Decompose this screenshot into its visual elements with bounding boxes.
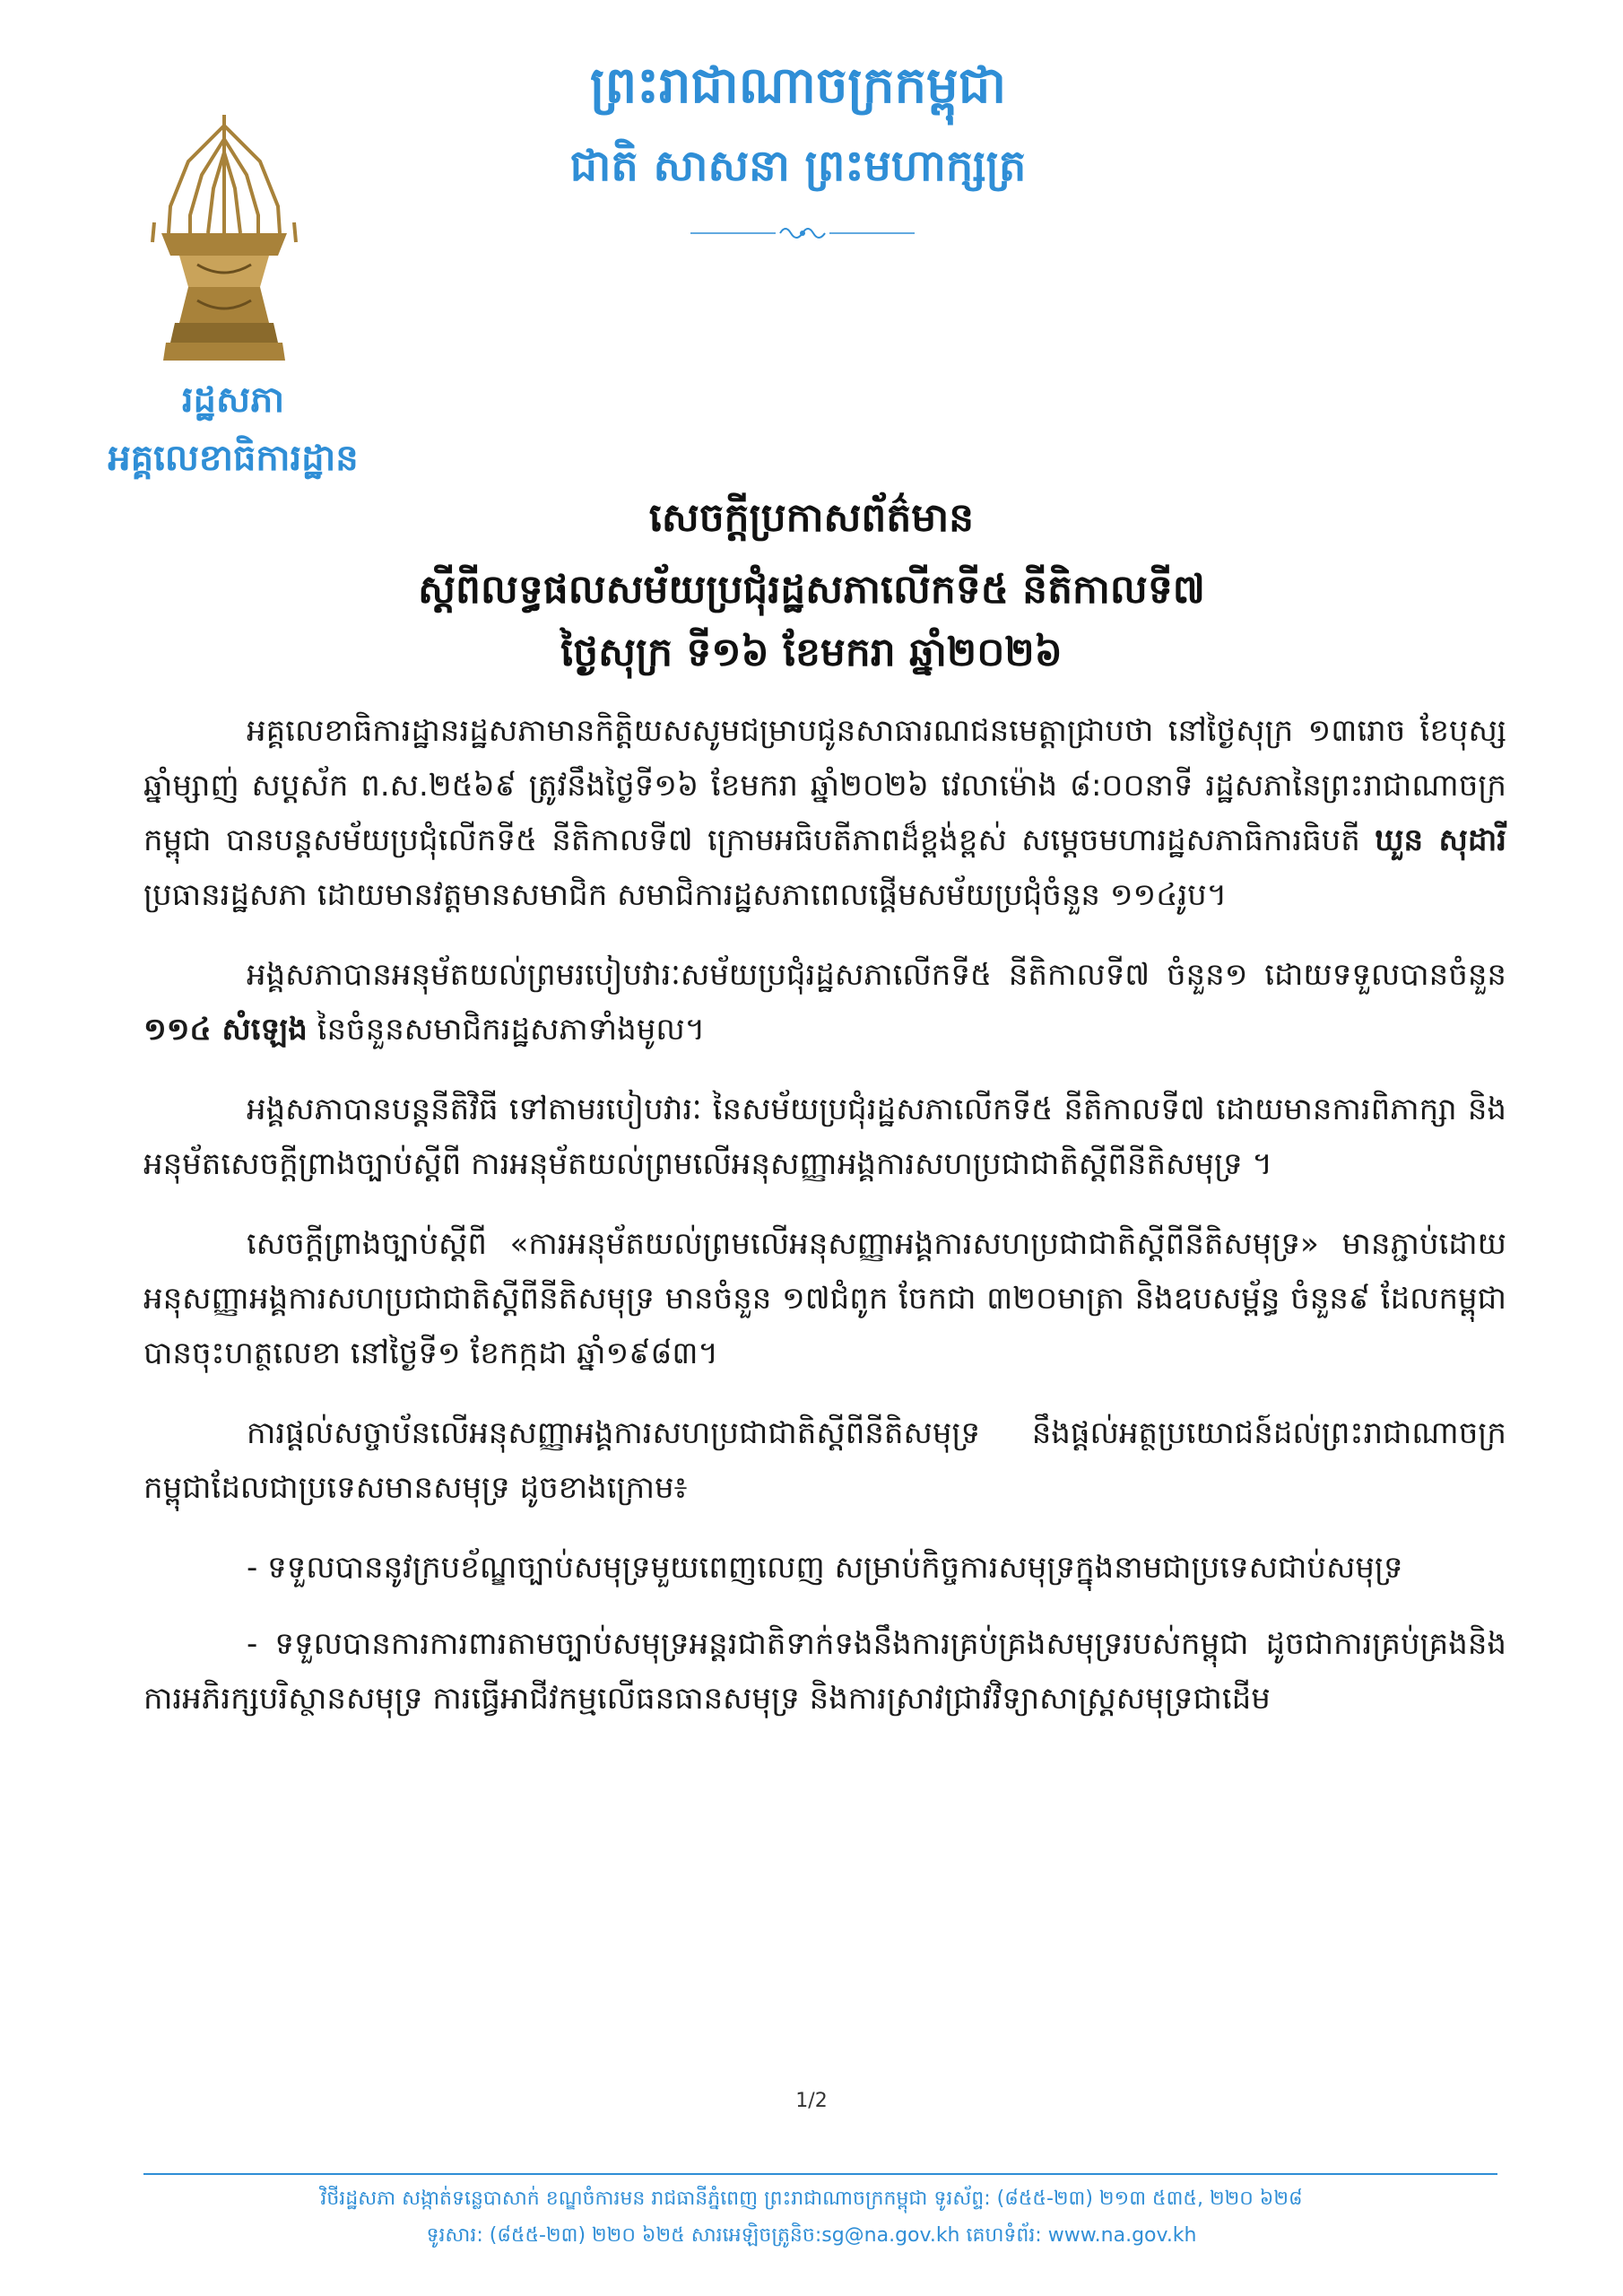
footer-address: វិថីរដ្ឋសភា សង្កាត់ទន្លេបាសាក់ ខណ្ឌចំការមន រាជធានីភ្នំពេញ ព្រះរាជាណាចក្រកម្ពុជា ទូរស័ព្ទ: (៨៥៥-២៣) ២១៣ ៥៣៥, ២២០ ៦២៨ bbox=[320, 2187, 1303, 2210]
page-number: 1/2 bbox=[795, 2090, 828, 2112]
paragraph-1-text-a: អគ្គលេខាធិការដ្ឋានរដ្ឋសភាមានកិត្តិយសសូមជម្រាបជូនសាធារណជនមេត្តាជ្រាបថា នៅថ្ងៃសុក្រ ១៣រោច ខែបុស្ស ឆ្នាំម្សាញ់ សប្តស័ក ព.ស.២៥៦៩ ត្រូវនឹងថ្ងៃទី១៦ ខែមករា ឆ្នាំ២០២៦ វេលាម៉ោង ៨:០០នាទី រដ្ឋសភានៃព្រះរាជាណាចក្រកម្ពុជា បានបន្តសម័យប្រជុំលើកទី៥ នីតិកាលទី៧ ក្រោមអធិបតីភាពដ៏ខ្ពង់ខ្ពស់ សម្តេចមហារដ្ឋសភាធិការធិបតី bbox=[143, 713, 1506, 858]
president-name: ឃួន សុដារី bbox=[1375, 822, 1506, 858]
paragraph-4: សេចក្តីព្រាងច្បាប់ស្តីពី «ការអនុម័តយល់ព្រមលើអនុសញ្ញាអង្គការសហប្រជាជាតិស្តីពីនីតិសមុទ្រ» មានភ្ជាប់ដោយអនុសញ្ញាអង្គការសហប្រជាជាតិស្តីពីនីតិសមុទ្រ មានចំនួន ១៧ជំពូក ចែកជា ៣២០មាត្រា និងឧបសម្ព័ន្ធ ចំនួន៩ ដែលកម្ពុជា បានចុះហត្ថលេខា នៅថ្ងៃទី១ ខែកក្កដា ឆ្នាំ១៩៨៣។ bbox=[143, 1226, 1506, 1371]
institution-label: រដ្ឋសភា bbox=[181, 379, 285, 421]
paragraph-2 bbox=[143, 948, 1506, 1057]
kingdom-heading: ព្រះរាជាណាចក្រកម្ពុជា bbox=[589, 57, 1007, 115]
benefit-item-1: - ទទួលបាននូវក្របខ័ណ្ឌច្បាប់សមុទ្រមួយពេញលេញ សម្រាប់កិច្ចការសមុទ្រក្នុងនាមជាប្រទេសជាប់សមុទ្រ bbox=[247, 1550, 1403, 1586]
document-date: ថ្ងៃសុក្រ ទី១៦ ខែមករា ឆ្នាំ២០២៦ bbox=[560, 630, 1063, 675]
national-assembly-emblem-icon bbox=[135, 108, 314, 377]
footer-contact: ទូរសារ: (៨៥៥-២៣) ២២០ ៦២៥ សារអេឡិចត្រូនិច:sg@na.gov.kh គេហទំព័រ: www.na.gov.kh bbox=[426, 2224, 1197, 2247]
paragraph-2-text-b: នៃចំនួនសមាជិករដ្ឋសភាទាំងមូល។ bbox=[307, 1012, 706, 1048]
paragraph-2-text-a: អង្គសភាបានអនុម័តយល់ព្រមរបៀបវារៈសម័យប្រជុំរដ្ឋសភាលើកទី៥ នីតិកាលទី៧ ចំនួន១ ដោយទទួលបានចំនួន bbox=[247, 957, 1506, 993]
divider-ornament-icon bbox=[690, 222, 915, 244]
department-label: អគ្គលេខាធិការដ្ឋាន bbox=[108, 438, 359, 479]
footer-divider bbox=[143, 2173, 1497, 2175]
paragraph-1-text-b: ប្រធានរដ្ឋសភា ដោយមានវត្តមានសមាជិក សមាជិការដ្ឋសភាពេលផ្តើមសម័យប្រជុំចំនួន ១១៤រូប។ bbox=[143, 877, 1228, 913]
document-body bbox=[143, 704, 1506, 1748]
vote-count: ១១៤ សំឡេង bbox=[143, 1012, 308, 1048]
document-subject: ស្តីពីលទ្ធផលសម័យប្រជុំរដ្ឋសភាលើកទី៥ នីតិកាលទី៧ bbox=[418, 567, 1205, 613]
paragraph-3: អង្គសភាបានបន្តនីតិវិធី ទៅតាមរបៀបវារៈ នៃសម័យប្រជុំរដ្ឋសភាលើកទី៥ នីតិកាលទី៧ ដោយមានការពិភាក្សា និងអនុម័តសេចក្តីព្រាងច្បាប់ស្តីពី ការអនុម័តយល់ព្រមលើអនុសញ្ញាអង្គការសហប្រជាជាតិស្តីពីនីតិសមុទ្រ ។ bbox=[143, 1091, 1506, 1182]
motto-heading: ជាតិ សាសនា ព្រះមហាក្សត្រ bbox=[569, 141, 1027, 191]
benefit-item-2: - ទទួលបានការការពារតាមច្បាប់សមុទ្រអន្តរជាតិទាក់ទងនឹងការគ្រប់គ្រងសមុទ្ររបស់កម្ពុជា ដូចជាការគ្រប់គ្រងនិងការអភិរក្សបរិស្ថានសមុទ្រ ការធ្វើអាជីវកម្មលើធនធានសមុទ្រ និងការស្រាវជ្រាវវិទ្យាសាស្ត្រសមុទ្រជាដើម bbox=[143, 1626, 1506, 1717]
paragraph-5: ការផ្តល់សច្ចាប័នលើអនុសញ្ញាអង្គការសហប្រជាជាតិស្តីពីនីតិសមុទ្រ នឹងផ្តល់អត្ថប្រយោជន៍ដល់ព្រះរាជាណាចក្រកម្ពុជាដែលជាប្រទេសមានសមុទ្រ ដូចខាងក្រោម៖ bbox=[143, 1415, 1506, 1506]
document-title: សេចក្តីប្រកាសព័ត៌មាន bbox=[648, 495, 975, 541]
paragraph-1 bbox=[143, 704, 1506, 923]
